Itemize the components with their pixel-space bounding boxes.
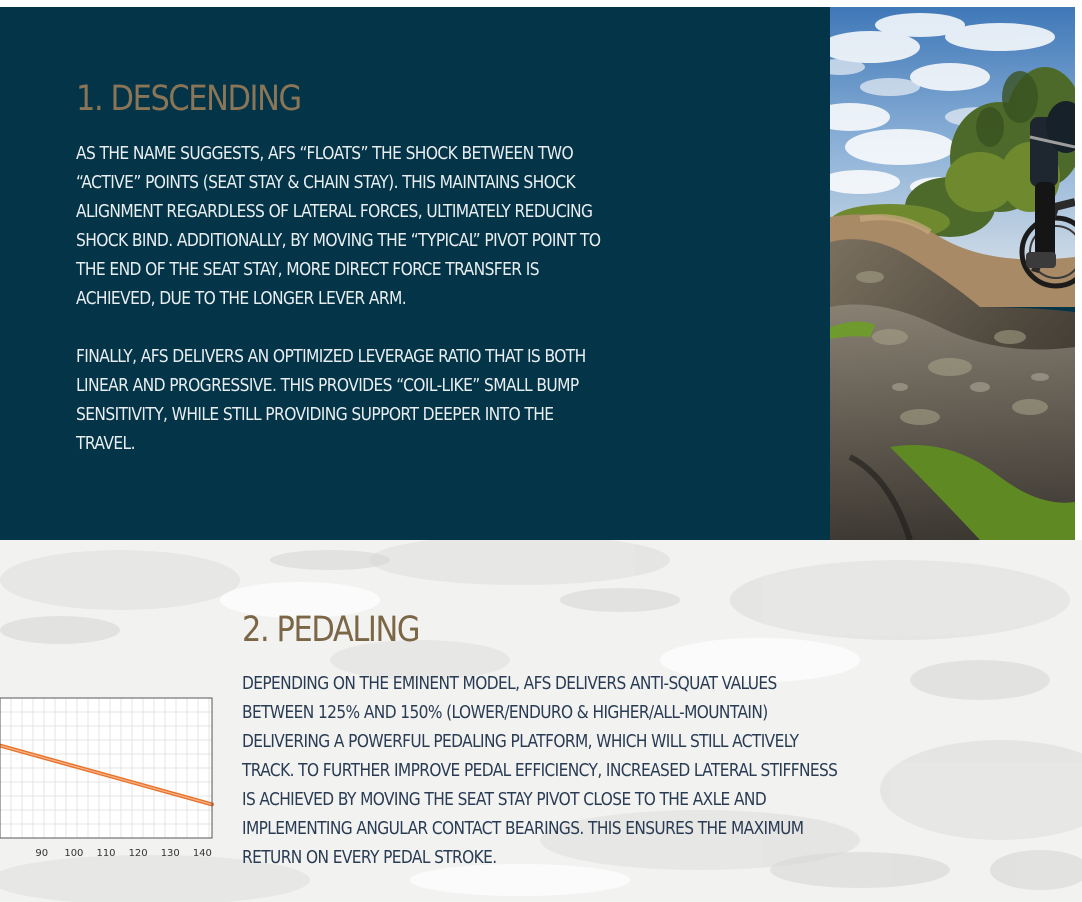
- text-line: THE END OF THE SEAT STAY, MORE DIRECT FORCE TRANSFER IS: [76, 259, 539, 280]
- x-tick-label: 140: [192, 848, 212, 859]
- text-line: LINEAR AND PROGRESSIVE. THIS PROVIDES “COIL-LIKE” SMALL BUMP: [76, 375, 579, 396]
- text-line: ACHIEVED, DUE TO THE LONGER LEVER ARM.: [76, 288, 407, 309]
- descending-section: [0, 7, 1075, 540]
- text-line: DEPENDING ON THE EMINENT MODEL, AFS DELIVERS ANTI-SQUAT VALUES: [242, 673, 777, 694]
- chart-x-ticks: [35, 848, 212, 859]
- text-line: IS ACHIEVED BY MOVING THE SEAT STAY PIVOT CLOSE TO THE AXLE AND: [242, 789, 767, 810]
- descending-text: [76, 139, 626, 458]
- text-line: DELIVERING A POWERFUL PEDALING PLATFORM, WHICH WILL STILL ACTIVELY: [242, 731, 799, 752]
- pedaling-text: [242, 669, 900, 872]
- x-tick-label: 90: [35, 848, 49, 859]
- text-line: TRAVEL.: [76, 433, 135, 454]
- text-line: TRACK. TO FURTHER IMPROVE PEDAL EFFICIENCY, INCREASED LATERAL STIFFNESS: [242, 760, 838, 781]
- x-tick-label: 120: [128, 848, 148, 859]
- pedaling-section: [0, 540, 1082, 902]
- text-line: ALIGNMENT REGARDLESS OF LATERAL FORCES, ULTIMATELY REDUCING: [76, 201, 593, 222]
- x-tick-label: 110: [96, 848, 116, 859]
- text-line: RETURN ON EVERY PEDAL STROKE.: [242, 847, 497, 868]
- text-line: AS THE NAME SUGGESTS, AFS “FLOATS” THE SHOCK BETWEEN TWO: [76, 143, 574, 164]
- descending-heading: 1. DESCENDING: [76, 79, 301, 119]
- paragraph-gap: [76, 313, 626, 342]
- mountain-biker-photo: [830, 7, 1075, 540]
- text-line: BETWEEN 125% AND 150% (LOWER/ENDURO & HIGHER/ALL-MOUNTAIN): [242, 702, 768, 723]
- text-line: SHOCK BIND. ADDITIONALLY, BY MOVING THE “TYPICAL” PIVOT POINT TO: [76, 230, 601, 251]
- text-line: IMPLEMENTING ANGULAR CONTACT BEARINGS. THIS ENSURES THE MAXIMUM: [242, 818, 804, 839]
- x-tick-label: 130: [160, 848, 180, 859]
- text-line: SENSITIVITY, WHILE STILL PROVIDING SUPPORT DEEPER INTO THE: [76, 404, 554, 425]
- chart-svg: [0, 698, 220, 878]
- text-line: “ACTIVE” POINTS (SEAT STAY & CHAIN STAY). THIS MAINTAINS SHOCK: [76, 172, 576, 193]
- text-line: FINALLY, AFS DELIVERS AN OPTIMIZED LEVERAGE RATIO THAT IS BOTH: [76, 346, 586, 367]
- x-tick-label: 100: [64, 848, 84, 859]
- anti-squat-chart: [0, 698, 220, 878]
- pedaling-heading: 2. PEDALING: [242, 610, 420, 650]
